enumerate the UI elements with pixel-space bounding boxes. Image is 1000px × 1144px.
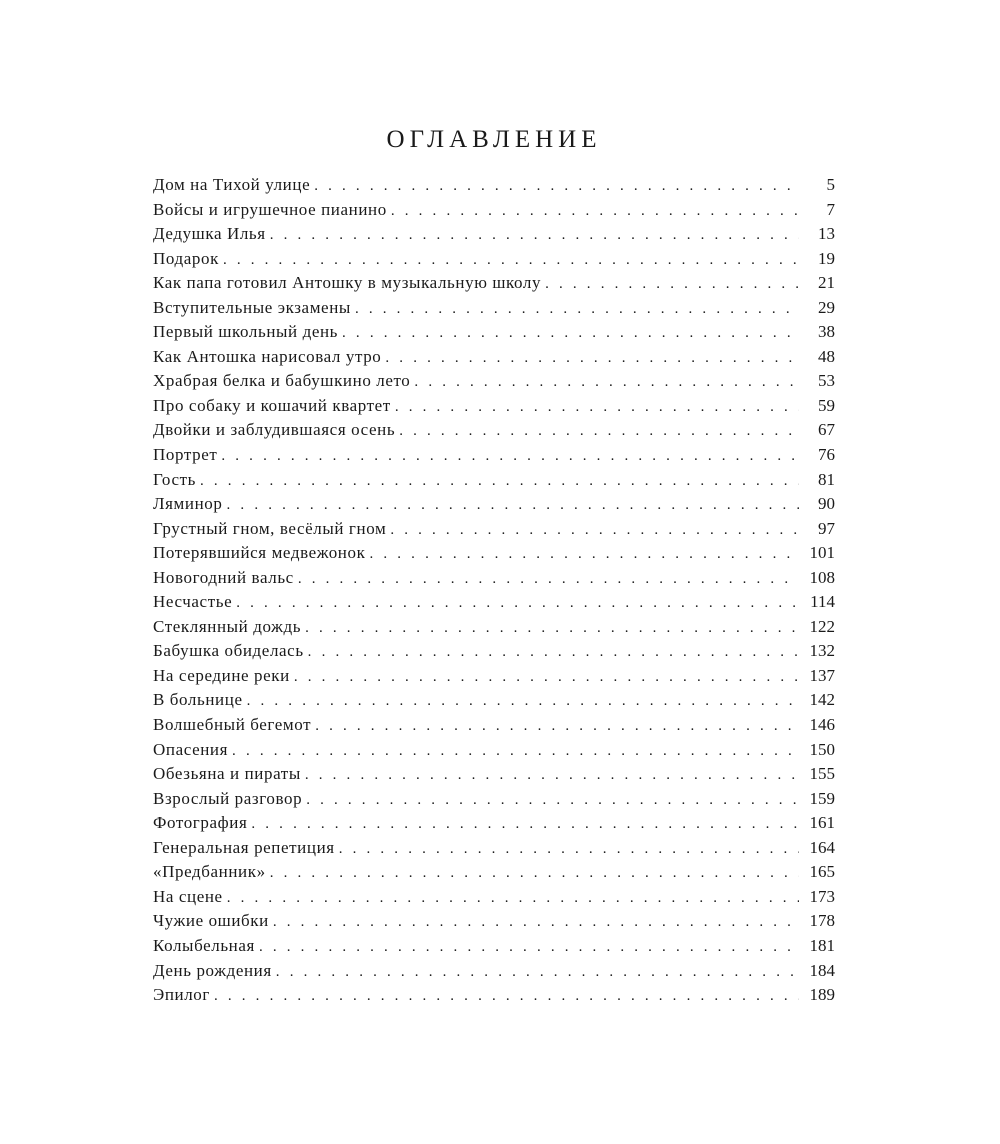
toc-dot-leader	[342, 321, 799, 346]
toc-entry-title: Колыбельная	[153, 935, 255, 955]
toc-dot-leader	[399, 419, 799, 444]
toc-dot-leader	[385, 346, 799, 371]
toc-entry-title: Чужие ошибки	[153, 911, 269, 931]
toc-page-number: 7	[826, 199, 835, 219]
toc-page-number: 90	[818, 494, 835, 514]
toc-dot-leader	[294, 665, 799, 690]
toc-entry	[153, 959, 835, 984]
toc-page-number: 164	[809, 837, 835, 857]
toc-entry-title: Двойки и заблудившаяся осень	[153, 420, 396, 440]
toc-entry	[153, 738, 835, 763]
toc-entry-title: Грустный гном, весёлый гном	[153, 518, 387, 538]
toc-page-number: 159	[809, 788, 835, 808]
toc-entry	[153, 541, 835, 566]
toc-entry-title: В больнице	[153, 690, 243, 710]
toc-dot-leader	[391, 199, 799, 224]
toc-entry	[153, 198, 835, 223]
toc-entry-title: Портрет	[153, 445, 218, 465]
toc-dot-leader	[339, 837, 799, 862]
toc-entry-title: Несчастье	[153, 592, 233, 612]
toc-entry	[153, 983, 835, 1008]
toc-dot-leader	[306, 788, 799, 813]
toc-entry-title: Как папа готовил Антошку в музыкальную школу	[153, 273, 542, 293]
toc-page-number: 173	[809, 886, 835, 906]
toc-dot-leader	[200, 469, 799, 494]
toc-dot-leader	[214, 984, 799, 1009]
toc-page-number: 13	[818, 224, 835, 244]
toc-dot-leader	[305, 616, 799, 641]
toc-page-number: 21	[818, 273, 835, 293]
toc-page-number: 76	[818, 445, 835, 465]
toc-page-number: 181	[809, 935, 835, 955]
toc-page-number: 155	[809, 764, 835, 784]
toc-dot-leader	[355, 297, 799, 322]
table-of-contents	[153, 173, 835, 1008]
toc-entry-title: На середине реки	[153, 665, 290, 685]
toc-page-number: 161	[809, 813, 835, 833]
toc-dot-leader	[315, 714, 799, 739]
toc-entry	[153, 492, 835, 517]
toc-entry	[153, 468, 835, 493]
toc-dot-leader	[232, 739, 799, 764]
toc-dot-leader	[227, 493, 799, 518]
toc-dot-leader	[273, 910, 799, 935]
toc-entry	[153, 639, 835, 664]
toc-page-number: 165	[809, 862, 835, 882]
toc-entry-title: Дедушка Илья	[153, 224, 266, 244]
toc-entry-title: Вступительные экзамены	[153, 297, 351, 317]
toc-page-number: 114	[810, 592, 835, 612]
toc-entry-title: Первый школьный день	[153, 322, 339, 342]
toc-entry-title: Как Антошка нарисовал утро	[153, 346, 382, 366]
toc-dot-leader	[276, 960, 799, 985]
toc-entry	[153, 909, 835, 934]
page-title: ОГЛАВЛЕНИЕ	[386, 126, 602, 153]
toc-entry	[153, 762, 835, 787]
toc-entry	[153, 271, 835, 296]
toc-page-number: 184	[809, 960, 835, 980]
toc-page-number: 137	[809, 665, 835, 685]
toc-entry-title: Храбрая белка и бабушкино лето	[153, 371, 411, 391]
toc-entry	[153, 688, 835, 713]
toc-dot-leader	[545, 272, 799, 297]
toc-entry	[153, 713, 835, 738]
toc-dot-leader	[414, 370, 799, 395]
toc-entry	[153, 885, 835, 910]
toc-entry	[153, 173, 835, 198]
toc-entry-title: Потерявшийся медвежонок	[153, 543, 366, 563]
toc-entry	[153, 811, 835, 836]
toc-entry-title: Взрослый разговор	[153, 788, 303, 808]
toc-entry-title: Гость	[153, 469, 196, 489]
toc-dot-leader	[259, 935, 799, 960]
toc-dot-leader	[221, 444, 799, 469]
toc-dot-leader	[390, 518, 799, 543]
toc-page-number: 146	[809, 715, 835, 735]
toc-page-number: 38	[818, 322, 835, 342]
toc-page-number: 67	[818, 420, 835, 440]
toc-entry-title: Опасения	[153, 739, 229, 759]
toc-page-number: 142	[809, 690, 835, 710]
toc-entry	[153, 394, 835, 419]
toc-entry	[153, 860, 835, 885]
toc-page-number: 5	[826, 175, 835, 194]
toc-entry-title: Новогодний вальс	[153, 567, 294, 587]
toc-dot-leader	[395, 395, 799, 420]
toc-entry	[153, 517, 835, 542]
toc-page-number: 108	[809, 567, 835, 587]
toc-page-number: 29	[818, 297, 835, 317]
toc-entry	[153, 369, 835, 394]
toc-page-number: 97	[818, 518, 835, 538]
toc-entry-title: День рождения	[153, 960, 272, 980]
toc-entry	[153, 443, 835, 468]
toc-dot-leader	[223, 248, 799, 273]
toc-page-number: 59	[818, 395, 835, 415]
toc-entry-title: Фотография	[153, 813, 248, 833]
toc-entry	[153, 787, 835, 812]
toc-page-number: 132	[809, 641, 835, 661]
toc-dot-leader	[308, 640, 799, 665]
toc-entry-title: «Предбанник»	[153, 862, 266, 882]
toc-entry-title: Подарок	[153, 248, 219, 268]
toc-dot-leader	[251, 812, 799, 837]
toc-entry	[153, 247, 835, 272]
toc-dot-leader	[270, 861, 799, 886]
toc-entry	[153, 934, 835, 959]
toc-page-number: 178	[809, 911, 835, 931]
toc-dot-leader	[270, 223, 799, 248]
toc-entry-title: На сцене	[153, 886, 223, 906]
toc-entry-title: Дом на Тихой улице	[153, 175, 311, 194]
toc-entry-title: Бабушка обиделась	[153, 641, 304, 661]
toc-entry-title: Волшебный бегемот	[153, 715, 312, 735]
toc-entry-title: Стеклянный дождь	[153, 616, 302, 636]
toc-dot-leader	[236, 591, 799, 616]
toc-entry	[153, 566, 835, 591]
toc-page-number: 19	[818, 248, 835, 268]
toc-entry	[153, 615, 835, 640]
toc-dot-leader	[298, 567, 799, 592]
toc-entry-title: Генеральная репетиция	[153, 837, 335, 857]
toc-entry	[153, 418, 835, 443]
toc-dot-leader	[305, 763, 799, 788]
toc-entry	[153, 664, 835, 689]
toc-entry-title: Про собаку и кошачий квартет	[153, 395, 391, 415]
toc-page-number: 101	[809, 543, 835, 563]
toc-page-number: 81	[818, 469, 835, 489]
toc-entry	[153, 836, 835, 861]
toc-page-number: 48	[818, 346, 835, 366]
toc-entry-title: Эпилог	[153, 985, 210, 1005]
toc-entry	[153, 345, 835, 370]
toc-entry	[153, 320, 835, 345]
toc-page-number: 189	[809, 985, 835, 1005]
toc-entry	[153, 222, 835, 247]
toc-entry	[153, 590, 835, 615]
toc-dot-leader	[247, 689, 799, 714]
toc-page-number: 53	[818, 371, 835, 391]
toc-entry	[153, 296, 835, 321]
toc-entry-title: Ляминор	[153, 494, 223, 514]
toc-dot-leader	[314, 174, 799, 199]
toc-entry-title: Обезьяна и пираты	[153, 764, 301, 784]
toc-dot-leader	[227, 886, 799, 911]
toc-dot-leader	[369, 542, 799, 567]
toc-page-number: 150	[809, 739, 835, 759]
toc-entry-title: Войсы и игрушечное пианино	[153, 199, 387, 219]
toc-page-number: 122	[809, 616, 835, 636]
